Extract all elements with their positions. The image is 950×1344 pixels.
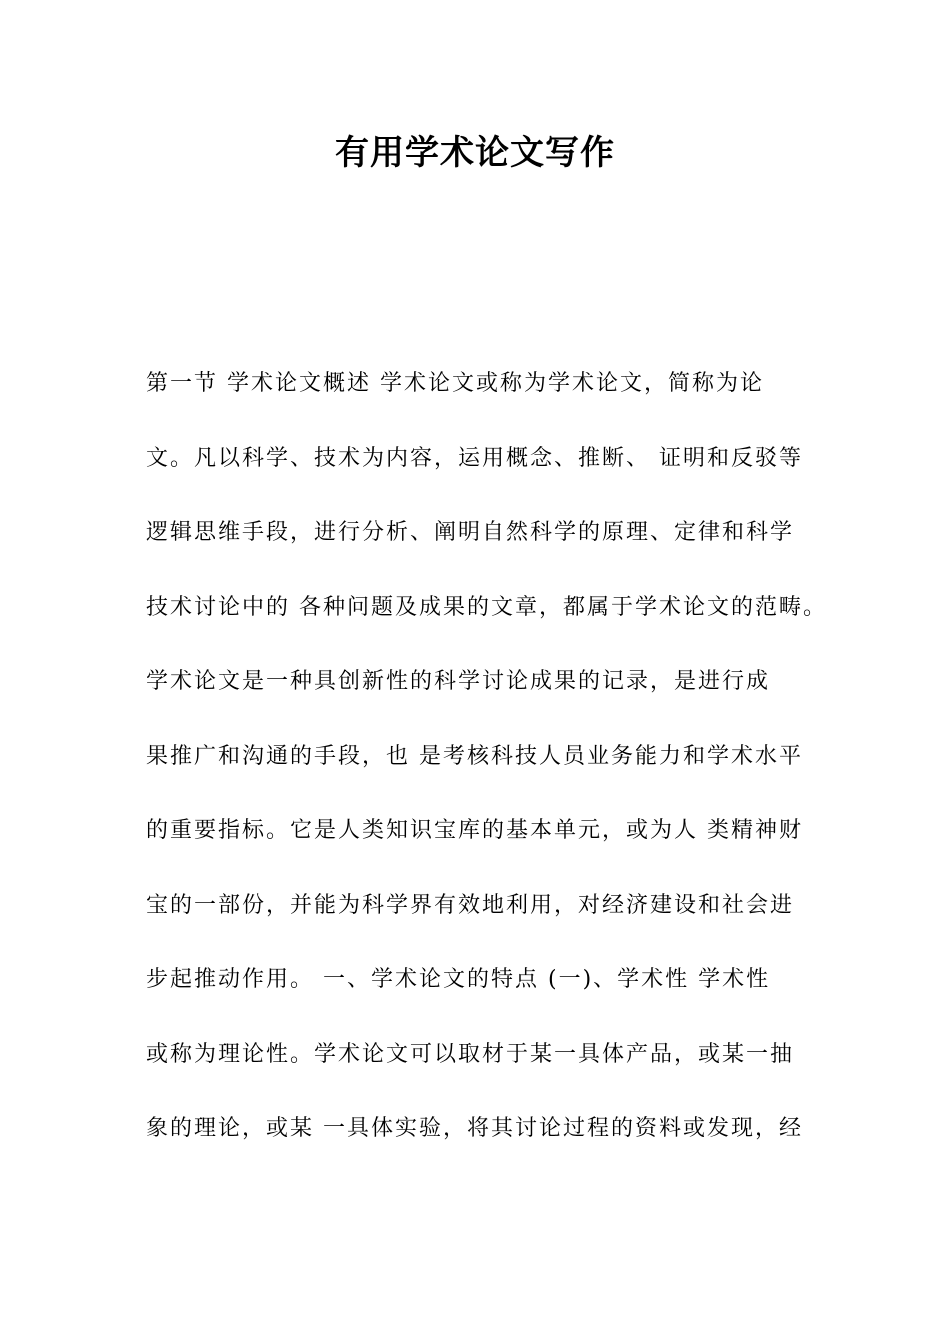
text-line: 果推广和沟通的手段，也 是考核科技人员业务能力和学术水平: [146, 743, 803, 769]
text-line: 象的理论，或某 一具体实验，将其讨论过程的资料或发现，经: [146, 1116, 803, 1141]
text-line: 学术论文是一种具创新性的科学讨论成果的记录，是进行成: [146, 669, 771, 694]
text-line: 步起推动作用。 一、学术论文的特点 (一)、学术性 学术性: [146, 967, 771, 992]
text-line: 逻辑思维手段，进行分析、阐明自然科学的原理、定律和科学: [146, 520, 795, 545]
text-line: 技术讨论中的 各种问题及成果的文章，都属于学术论文的范畴。: [146, 594, 827, 620]
text-line: 或称为理论性。学术论文可以取材于某一具体产品，或某一抽: [146, 1041, 795, 1067]
text-line: 的重要指标。它是人类知识宝库的基本单元，或为人 类精神财: [146, 818, 803, 843]
document-body: [146, 358, 836, 1178]
text-line: 文。凡以科学、技术为内容，运用概念、推断、 证明和反驳等: [146, 445, 803, 471]
document-title: 有用学术论文写作: [335, 133, 615, 173]
text-line: 宝的一部份，并能为科学界有效地利用，对经济建设和社会进: [146, 892, 795, 918]
text-line: 第一节 学术论文概述 学术论文或称为学术论文，简称为论: [146, 371, 764, 396]
